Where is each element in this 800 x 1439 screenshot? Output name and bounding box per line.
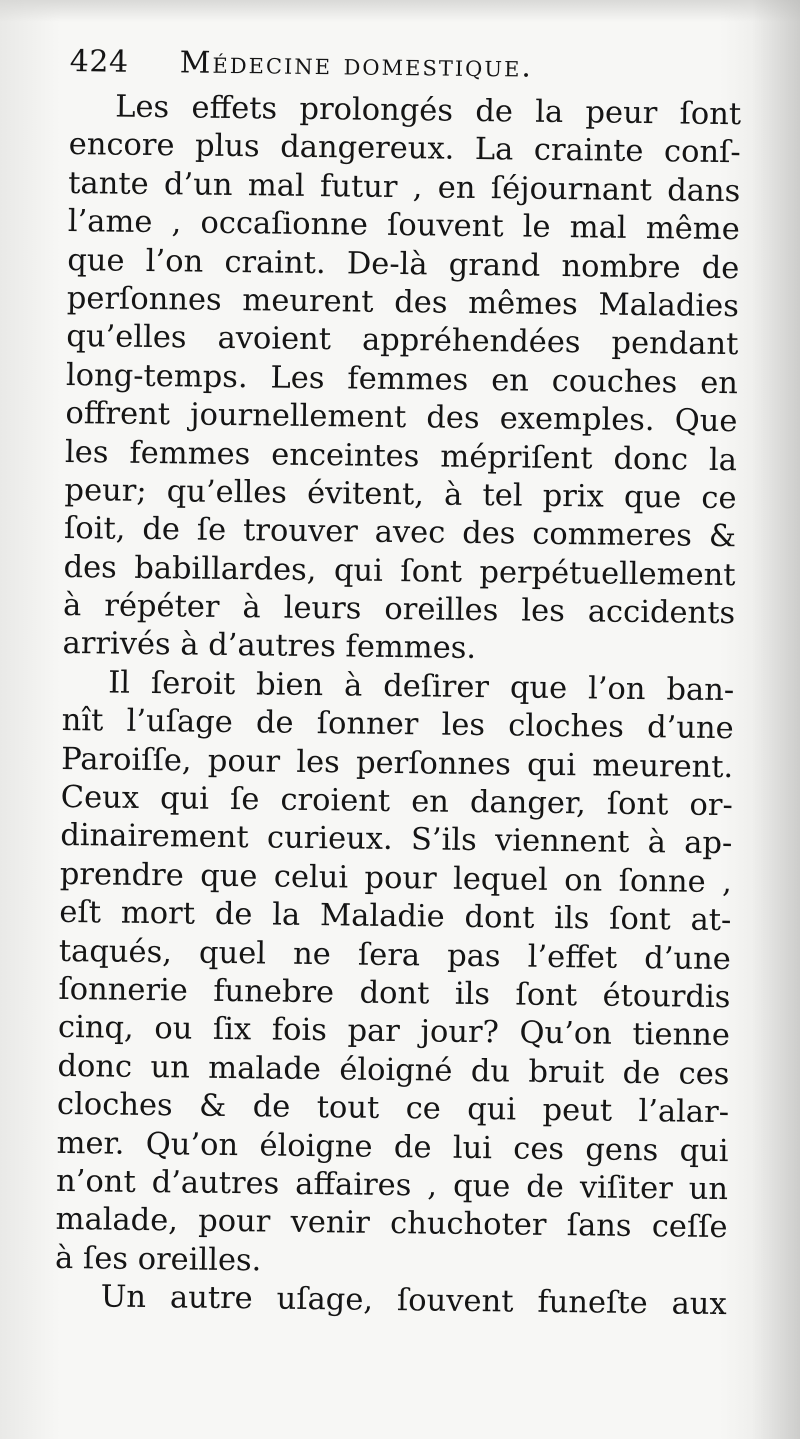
text-line: que l’on craint. De-là grand nombre de: [67, 242, 740, 286]
text-line: des babillardes, qui ſont perpétuellement: [63, 549, 736, 593]
text-line: n’ont d’autres affaires , que de viſiter un: [55, 1163, 729, 1208]
paragraph: [54, 1278, 726, 1325]
text-line: à ſes oreilles.: [54, 1240, 262, 1279]
text-line: taqués, quel ne ſera pas l’effet d’une: [58, 933, 732, 977]
page-top-shadow: [0, 0, 800, 22]
text-line: à répéter à leurs oreilles les accidents: [62, 588, 736, 632]
text-line: eſt mort de la Maladie dont ils ſont at-: [59, 895, 732, 939]
paragraph: [55, 664, 734, 1286]
running-title: Médecine domestique.: [179, 45, 534, 85]
text-line: qu’elles avoient appréhendées pendant: [66, 319, 739, 363]
text-line: ſoit, de ſe trouver avec des commeres &: [63, 511, 737, 555]
text-line: perſonnes meurent des mêmes Maladies: [66, 280, 740, 325]
text-line: les femmes enceintes mépriſent donc la: [64, 434, 738, 478]
text-line: arrivés à d’autres femmes.: [62, 626, 477, 667]
text-line: peur; qu’elles évitent, à tel prix que ce: [64, 472, 737, 517]
text-line: Il ſeroit bien à deſirer que l’on ban-: [107, 665, 735, 709]
text-line: malade, pour venir chuchoter ſans ceſſe: [55, 1202, 728, 1246]
text-line: Ceux qui ſe croient en danger, ſont or-: [60, 779, 733, 824]
text-line: mer. Qu’on éloigne de lui ces gens qui: [56, 1125, 729, 1169]
text-line: ſonnerie funebre dont ils ſont étourdis: [58, 971, 731, 1016]
text-line: tante d’un mal futur , en ſéjournant dans: [68, 165, 741, 209]
text-line: nît l’uſage de ſonner les cloches d’une: [61, 703, 734, 747]
text-line: long-temps. Les femmes en couches en: [65, 357, 739, 401]
text-line: cloches & de tout ce qui peut l’alar-: [56, 1087, 730, 1131]
text-line: Un autre uſage, ſouvent funeſte aux: [100, 1279, 727, 1323]
text-line: Les effets prolongés de la peur ſont: [115, 89, 742, 133]
text-line: encore plus dangereux. La crainte conſ-: [68, 127, 741, 171]
text-line: cinq, ou ſix fois par jour? Qu’on tienne: [57, 1010, 731, 1054]
text-line: l’ame , occaſionne ſouvent le mal même: [67, 204, 740, 248]
text-line: dinairement curieux. S’ils viennent à ap-: [60, 818, 733, 862]
page-gutter-shadow: [752, 0, 800, 1439]
text-line: donc un malade éloigné du bruit de ces: [57, 1048, 730, 1092]
paragraph: [62, 88, 741, 672]
text-line: offrent journellement des exemples. Que: [65, 396, 738, 440]
text-line: prendre que celui pour lequel on ſonne ,: [59, 856, 733, 900]
page-number: 424: [69, 44, 129, 80]
page-text: [54, 44, 741, 1325]
text-line: Paroiſſe, pour les perſonnes qui meurent.: [61, 741, 734, 785]
